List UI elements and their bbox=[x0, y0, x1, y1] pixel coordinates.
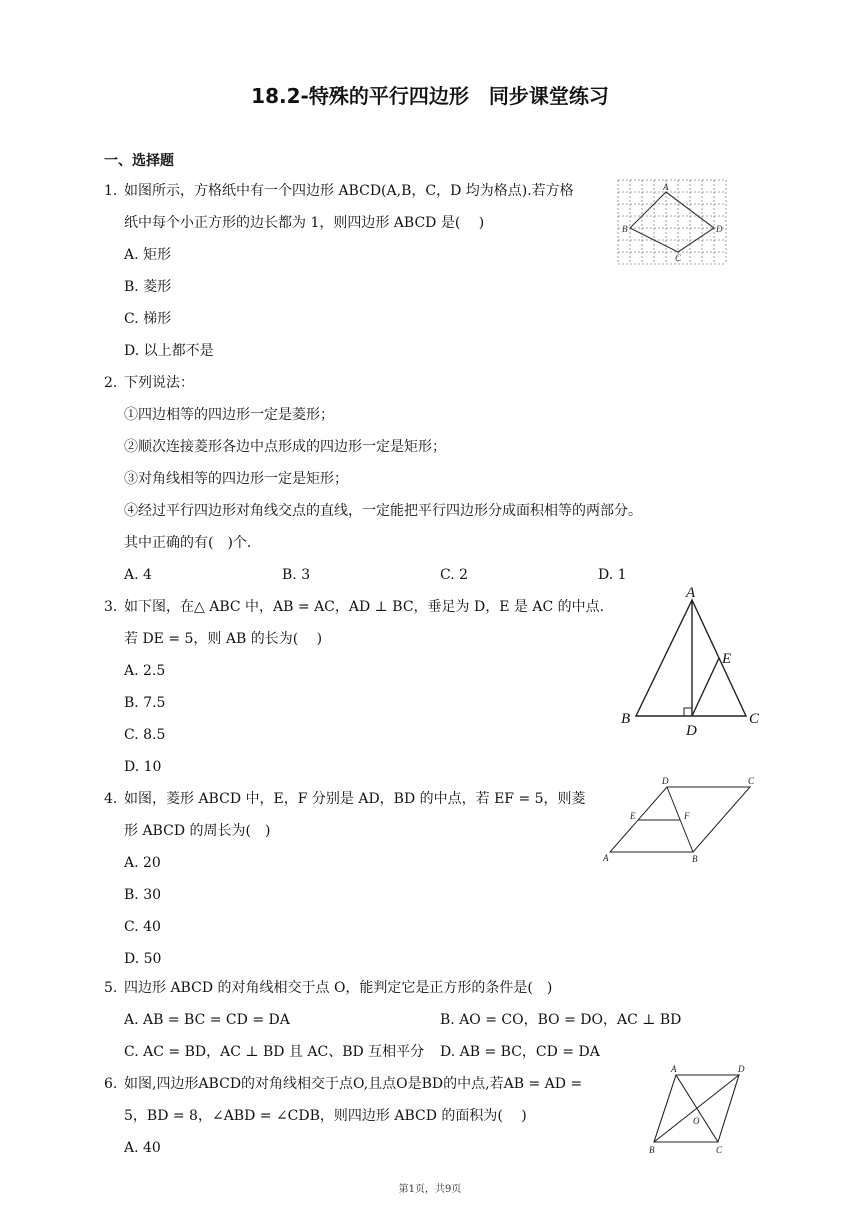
q5-line1: 5. 四边形 ABCD 的对角线相交于点 O，能判定它是正方形的条件是( ) bbox=[104, 980, 553, 996]
q6-line2: 5，BD = 8，∠ABD = ∠CDB，则四边形 ABCD 的面积为( ) bbox=[124, 1108, 527, 1124]
q2-option-c[interactable]: C. 2 bbox=[440, 567, 469, 583]
q2-number: 2. bbox=[104, 375, 118, 391]
q3-option-d[interactable]: D. 10 bbox=[124, 759, 162, 775]
q6-quadrilateral-figure bbox=[640, 1062, 760, 1157]
q4-label-a: A bbox=[603, 853, 609, 863]
q3-line2: 若 DE = 5，则 AB 的长为( ) bbox=[124, 631, 323, 647]
q5-option-b[interactable]: B. AO = CO，BO = DO，AC ⊥ BD bbox=[440, 1012, 682, 1028]
q3-label-c: C bbox=[749, 711, 760, 727]
q4-option-a[interactable]: A. 20 bbox=[124, 855, 161, 871]
q4-rhombus-figure bbox=[600, 775, 760, 865]
q3-label-e: E bbox=[722, 651, 732, 667]
q2-statement-3: ③对角线相等的四边形一定是矩形； bbox=[124, 471, 348, 487]
q1-grid-figure bbox=[618, 180, 728, 266]
q4-line2: 形 ABCD 的周长为( ) bbox=[124, 823, 271, 839]
q1-label-b: B bbox=[622, 224, 628, 234]
q2-option-a[interactable]: A. 4 bbox=[124, 567, 152, 583]
q1-label-c: C bbox=[675, 253, 682, 263]
q3-label-b: B bbox=[621, 711, 631, 727]
q4-number: 4. bbox=[104, 791, 118, 807]
q3-option-a[interactable]: A. 2.5 bbox=[124, 663, 166, 679]
q1-line2: 纸中每个小正方形的边长都为 1，则四边形 ABCD 是( ) bbox=[124, 215, 485, 231]
q2-option-b[interactable]: B. 3 bbox=[282, 567, 311, 583]
q3-label-a: A bbox=[686, 585, 696, 601]
q1-line1: 1. 如图所示，方格纸中有一个四边形 ABCD(A,B，C，D 均为格点).若方格 bbox=[104, 183, 574, 199]
q4-label-d: D bbox=[662, 776, 669, 786]
q1-option-b[interactable]: B. 菱形 bbox=[124, 279, 172, 295]
q6-label-c: C bbox=[716, 1145, 723, 1155]
q5-option-c[interactable]: C. AC = BD，AC ⊥ BD 且 AC、BD 互相平分 bbox=[124, 1044, 425, 1060]
q1-label-a: A bbox=[663, 182, 669, 192]
q4-option-b[interactable]: B. 30 bbox=[124, 887, 162, 903]
q4-label-f: F bbox=[684, 811, 690, 821]
q3-triangle-figure bbox=[618, 585, 768, 740]
q6-number: 6. bbox=[104, 1076, 118, 1092]
section-heading: 一、选择题 bbox=[104, 153, 174, 169]
q2-line1: 2. 下列说法： bbox=[104, 375, 194, 391]
q4-label-b: B bbox=[692, 854, 698, 864]
q1-label-d: D bbox=[716, 224, 723, 234]
q5-number: 5. bbox=[104, 980, 118, 996]
q6-line1: 6. 如图,四边形ABCD的对角线相交于点O,且点O是BD的中点,若AB = AD = bbox=[104, 1076, 583, 1092]
q5-option-a[interactable]: A. AB = BC = CD = DA bbox=[124, 1012, 290, 1028]
q6-label-o: O bbox=[693, 1116, 700, 1126]
q3-line1: 3. 如下图，在△ ABC 中，AB = AC，AD ⊥ BC，垂足为 D，E 是 AC 的中点. bbox=[104, 599, 605, 615]
q2-statement-2: ②顺次连接菱形各边中点形成的四边形一定是矩形； bbox=[124, 439, 446, 455]
q6-option-a[interactable]: A. 40 bbox=[124, 1140, 161, 1156]
q5-option-d[interactable]: D. AB = BC，CD = DA bbox=[440, 1044, 600, 1060]
page-footer: 第1页，共9页 bbox=[398, 1184, 462, 1195]
q2-statement-4: ④经过平行四边形对角线交点的直线，一定能把平行四边形分成面积相等的两部分。 bbox=[124, 503, 642, 519]
q3-label-d: D bbox=[686, 723, 697, 739]
q1-option-d[interactable]: D. 以上都不是 bbox=[124, 343, 214, 359]
q1-option-a[interactable]: A. 矩形 bbox=[124, 247, 172, 263]
q4-line1: 4. 如图，菱形 ABCD 中，E，F 分别是 AD，BD 的中点，若 EF = 5，则菱 bbox=[104, 791, 586, 807]
q2-option-d[interactable]: D. 1 bbox=[598, 567, 627, 583]
q1-number: 1. bbox=[104, 183, 118, 199]
q1-option-c[interactable]: C. 梯形 bbox=[124, 311, 172, 327]
q6-label-a: A bbox=[671, 1064, 677, 1074]
q3-number: 3. bbox=[104, 599, 118, 615]
q3-option-b[interactable]: B. 7.5 bbox=[124, 695, 166, 711]
q2-line-end: 其中正确的有( )个. bbox=[124, 535, 252, 551]
q4-label-e: E bbox=[630, 811, 636, 821]
page-title: 18.2-特殊的平行四边形 同步课堂练习 bbox=[251, 84, 609, 108]
q2-statement-1: ①四边相等的四边形一定是菱形； bbox=[124, 407, 334, 423]
q3-option-c[interactable]: C. 8.5 bbox=[124, 727, 166, 743]
q4-option-c[interactable]: C. 40 bbox=[124, 919, 161, 935]
q4-label-c: C bbox=[748, 776, 755, 786]
q6-label-b: B bbox=[649, 1145, 655, 1155]
q6-label-d: D bbox=[738, 1064, 745, 1074]
q4-option-d[interactable]: D. 50 bbox=[124, 951, 162, 967]
